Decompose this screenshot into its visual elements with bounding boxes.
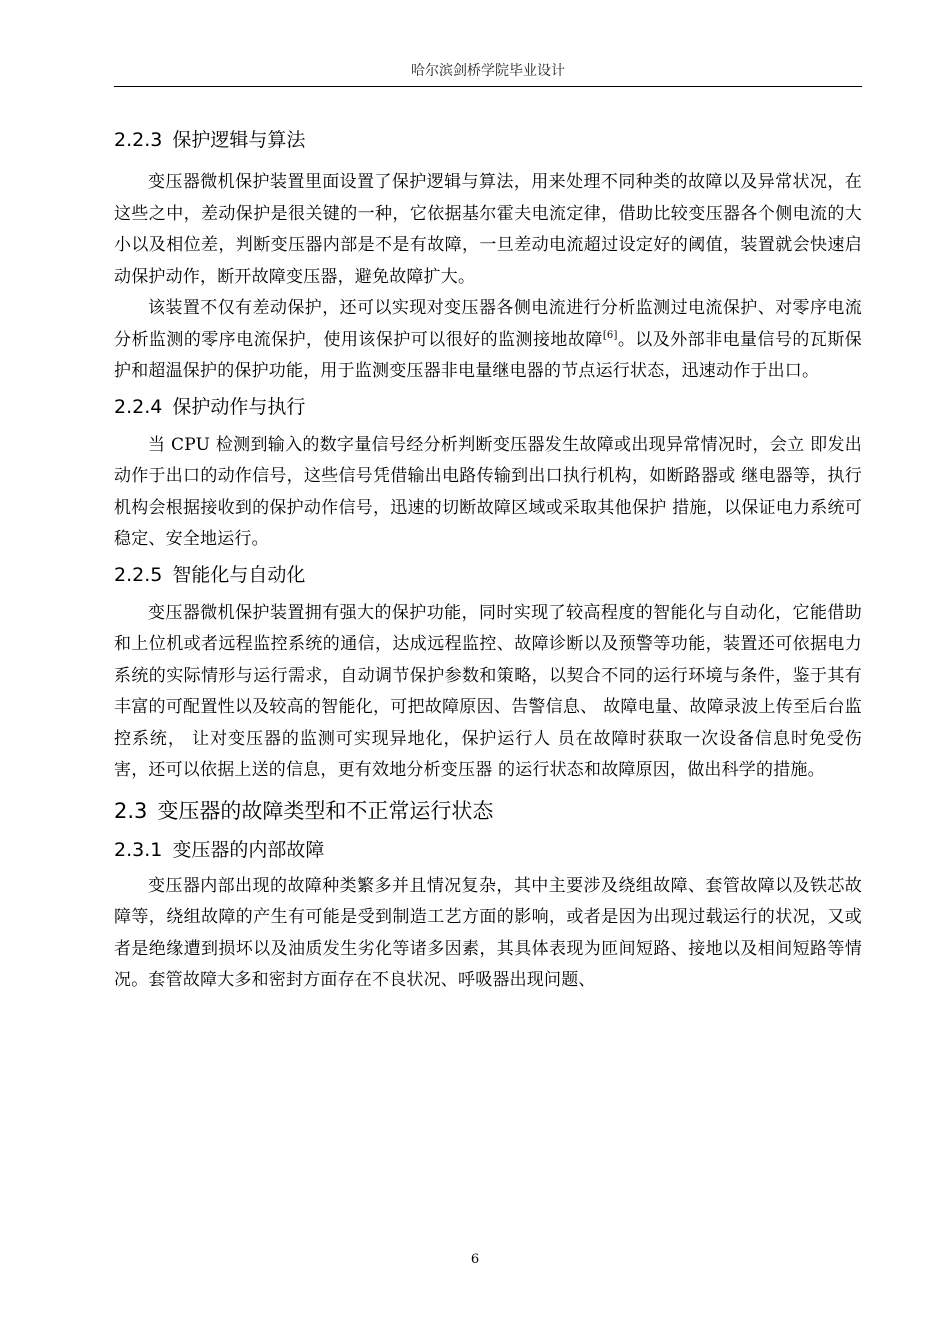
section-heading-2-2-3 (114, 125, 862, 155)
section-number: 2.2.3 (114, 129, 163, 151)
page-header: 哈尔滨剑桥学院毕业设计 (411, 63, 565, 79)
section-number: 2.2.4 (114, 395, 163, 418)
paragraph: 变压器内部出现的故障种类繁多并且情况复杂，其中主要涉及绕组故障、套管故障以及铁芯故障等，绕组故障的产生有可能是受到制造工艺方面的影响，或者是因为出现过载运行的状况，又或者是绝缘遭到损坏以及油质发生劣化等诸多因素，其具体表现为匝间短路、接地以及相间短路等情况。套管故障大多和密封方面存在不良状况、呼吸器出现问题、 (114, 875, 862, 990)
section-number: 2.3.1 (114, 838, 163, 861)
section-number: 2.2.5 (114, 563, 163, 586)
page-number: 6 (470, 1252, 480, 1267)
section-heading-2-3 (114, 795, 862, 827)
page-body (114, 112, 862, 997)
section-title: 保护逻辑与算法 (172, 129, 306, 151)
section-title: 保护动作与执行 (172, 395, 306, 418)
section-number: 2.3 (114, 798, 148, 823)
citation-ref: [6] (602, 329, 618, 341)
paragraph: 变压器微机保护装置里面设置了保护逻辑与算法，用来处理不同种类的故障以及异常状况，在这些之中，差动保护是很关键的一种，它依据基尔霍夫电流定律，借助比较变压器各个侧电流的大小以及相位差，判断变压器内部是不是有故障，一旦差动电流超过设定好的阈值，装置就会快速启动保护动作，断开故障变压器，避免故障扩大。 (114, 172, 862, 287)
section-title: 变压器的故障类型和不正常运行状态 (157, 798, 494, 823)
section-title: 智能化与自动化 (172, 563, 306, 586)
paragraph (114, 293, 862, 388)
section-heading-2-3-1 (114, 835, 862, 865)
paragraph-text: 。以及外部非电量信号的瓦斯保护和超温保护的保护功能，用于监测变压器非电量继电器的节点运行状态，迅速动作于出口。 (114, 329, 862, 381)
paragraph: 变压器微机保护装置拥有强大的保护功能，同时实现了较高程度的智能化与自动化，它能借助和上位机或者远程监控系统的通信，达成远程监控、故障诊断以及预警等功能，装置还可依据电力系统的实际情形与运行需求，自动调节保护参数和策略，以契合不同的运行环境与条件，鉴于其有丰富的可配置性以及较高的智能化，可把故障原因、告警信息、 故障电量、故障录波上传至后台监控系统， 让对变压器的监测可实现异地化，保护运行人 员在故障时获取一次设备信息时免受伤害，还可以依据上送的信息，更有效地分析变压器 的运行状态和故障原因，做出科学的措施。 (114, 602, 862, 780)
paragraph: 当 CPU 检测到输入的数字量信号经分析判断变压器发生故障或出现异常情况时，会立 即发出动作于出口的动作信号，这些信号凭借输出电路传输到出口执行机构，如断路器或 继电器等，执行机构会根据接收到的保护动作信号，迅速的切断故障区域或采取其他保护 措施，以保证电力系统可稳定、安全地运行。 (114, 434, 862, 549)
header-divider (114, 86, 862, 87)
section-heading-2-2-5 (114, 560, 862, 590)
section-heading-2-2-4 (114, 392, 862, 422)
paragraph-text: 该装置不仅有差动保护，还可以实现对变压器各侧电流进行分析监测过电流保护、对零序电流分析监测的零序电流保护，使用该保护可以很好的监测接地故障 (114, 298, 862, 350)
section-title: 变压器的内部故障 (172, 838, 325, 861)
